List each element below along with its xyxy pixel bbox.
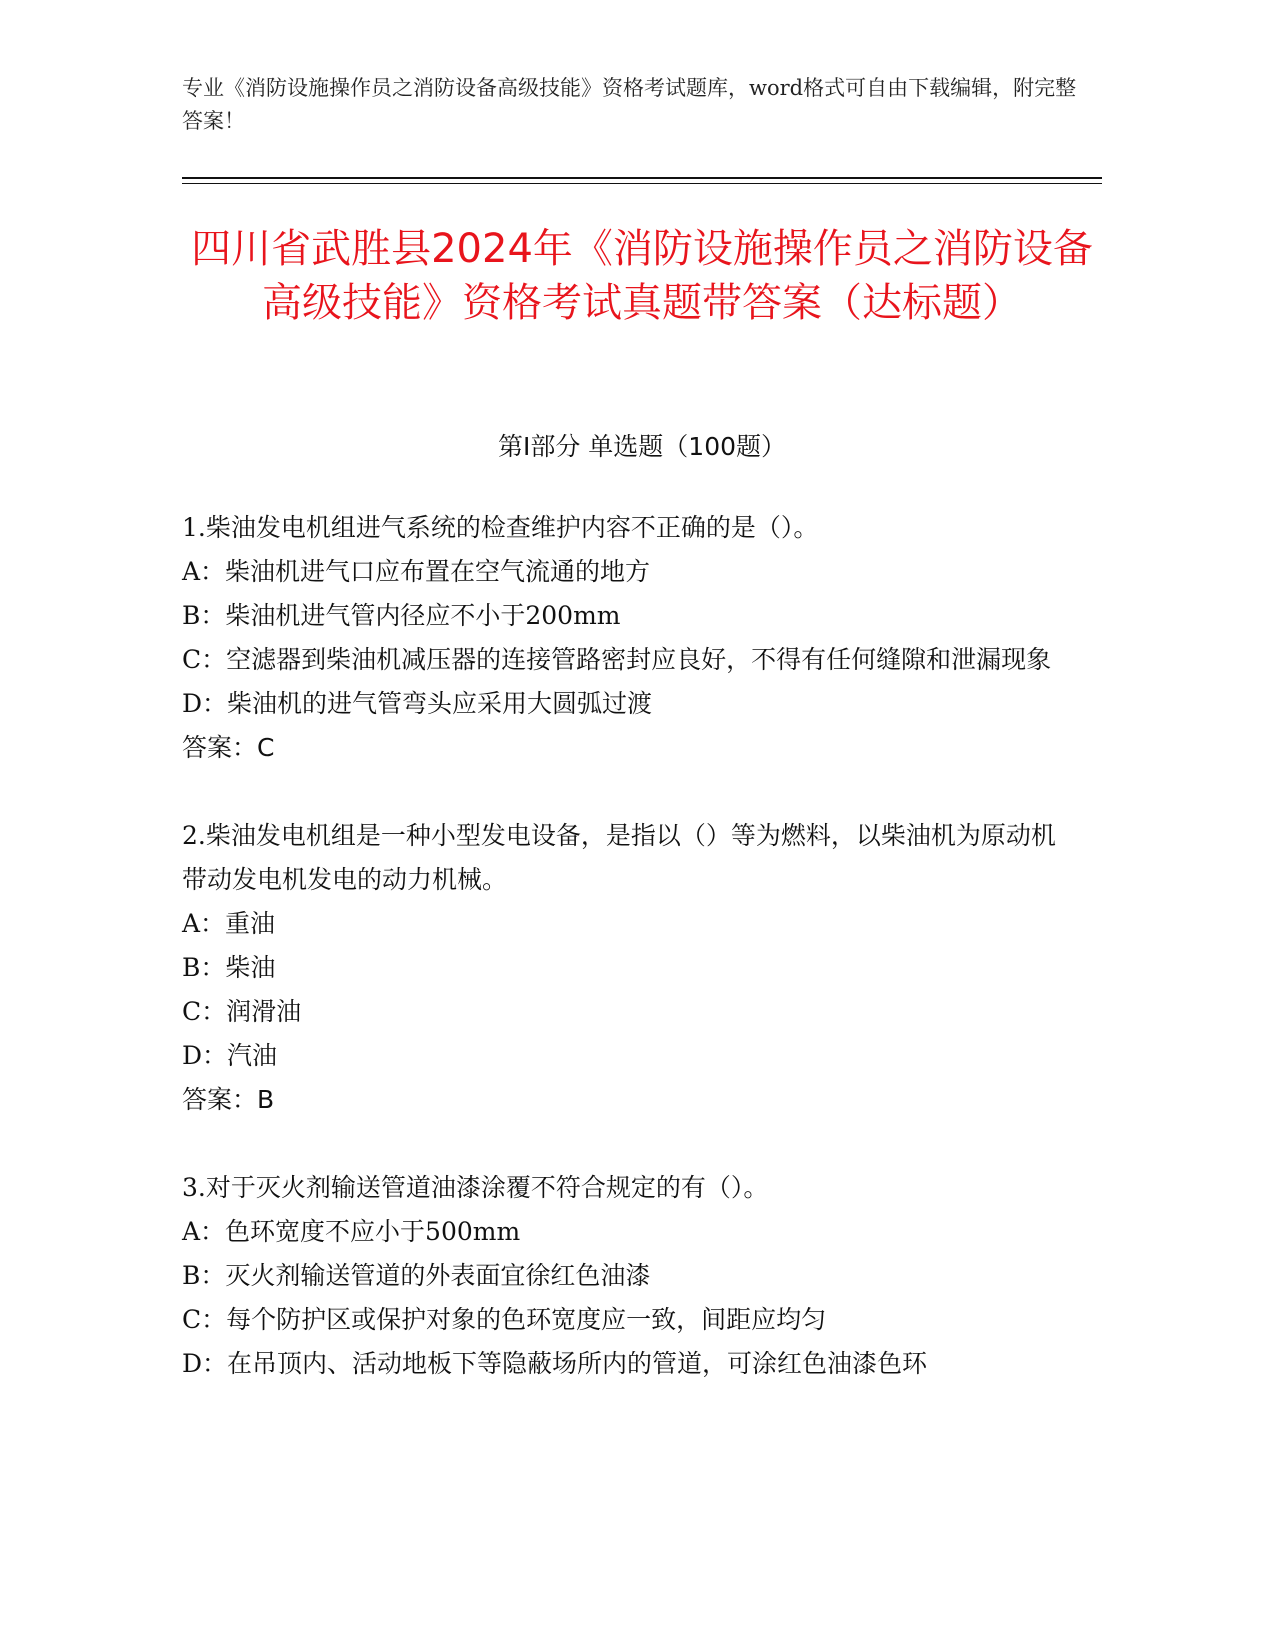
question-stem: 2.柴油发电机组是一种小型发电设备，是指以（）等为燃料，以柴油机为原动机带动发电机发电的动力机械。 xyxy=(182,821,1056,894)
option-c: C：空滤器到柴油机减压器的连接管路密封应良好，不得有任何缝隙和泄漏现象 xyxy=(182,645,1052,674)
question-3 xyxy=(182,1166,1062,1386)
option-b: B：灭火剂输送管道的外表面宜徐红色油漆 xyxy=(182,1261,651,1290)
answer-line: 答案：C xyxy=(182,733,275,762)
option-a: A：色环宽度不应小于500mm xyxy=(182,1217,521,1246)
question-stem: 3.对于灭火剂输送管道油漆涂覆不符合规定的有（）。 xyxy=(182,1173,769,1202)
answer-line: 答案：B xyxy=(182,1085,275,1114)
section-heading: 第I部分 单选题（100题） xyxy=(497,432,787,461)
option-c: C：每个防护区或保护对象的色环宽度应一致，间距应均匀 xyxy=(182,1305,827,1334)
document-title: 四川省武胜县2024年《消防设施操作员之消防设备高级技能》资格考试真题带答案（达标题） xyxy=(191,226,1093,326)
header-divider-thick xyxy=(182,177,1102,179)
option-a: A：柴油机进气口应布置在空气流通的地方 xyxy=(182,557,651,586)
option-b: B：柴油机进气管内径应不小于200mm xyxy=(182,601,621,630)
option-a: A：重油 xyxy=(182,909,276,938)
question-stem: 1.柴油发电机组进气系统的检查维护内容不正确的是（）。 xyxy=(182,513,819,542)
question-2 xyxy=(182,814,1062,1122)
option-d: D：柴油机的进气管弯头应采用大圆弧过渡 xyxy=(182,689,653,718)
option-d: D：汽油 xyxy=(182,1041,278,1070)
header-divider-thin xyxy=(182,183,1102,184)
question-list xyxy=(182,506,1062,1430)
header-note: 专业《消防设施操作员之消防设备高级技能》资格考试题库，word格式可自由下载编辑，附完整答案！ xyxy=(182,76,1077,133)
option-c: C：润滑油 xyxy=(182,997,302,1026)
option-d: D：在吊顶内、活动地板下等隐蔽场所内的管道，可涂红色油漆色环 xyxy=(182,1349,928,1378)
question-1 xyxy=(182,506,1062,770)
option-b: B：柴油 xyxy=(182,953,276,982)
